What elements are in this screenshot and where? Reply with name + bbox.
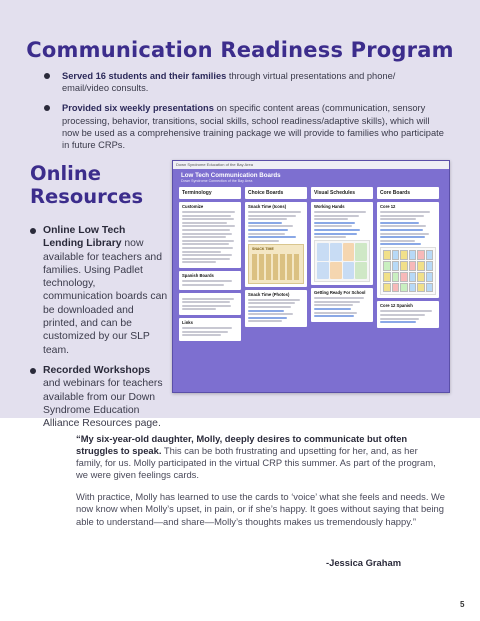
testimonial-quote [76, 433, 446, 538]
quote-bold-lead: “My six-year-old daughter, Molly, deeply desires to communicate but often struggles to speak. [76, 433, 408, 457]
resource-bold: Recorded Workshops [43, 364, 151, 376]
padlet-browser-bar: Down Syndrome Education of the Bay Area [173, 161, 449, 169]
card-text-lines [182, 327, 238, 336]
card-text-lines [248, 299, 304, 323]
heading-line-2: Resources [30, 185, 144, 208]
padlet-screenshot [172, 160, 450, 393]
card-text-lines [248, 211, 304, 242]
online-resources-heading [30, 162, 150, 208]
online-resources-list [30, 224, 168, 437]
snack-time-thumbnail [248, 244, 304, 284]
card-title: Core 12 [380, 204, 396, 209]
padlet-column-visual-schedules [311, 187, 373, 344]
card-text-lines [182, 298, 238, 311]
card-title: Snack Time (Icons) [248, 204, 287, 209]
working-hands-thumbnail [314, 240, 370, 282]
resource-text: now available for teachers and families. Using Padlet technology, communication boards can be downloaded and printed, and can be customized by our SLP team. [43, 238, 168, 356]
padlet-subtitle: Down Syndrome Connection of the Bay Area [181, 179, 253, 183]
highlight-bold: Provided six weekly presentations [62, 103, 214, 114]
card-title: Working Hands [314, 204, 345, 209]
quote-paragraph-2: With practice, Molly has learned to use the cards to ‘voice’ what she feels and needs. We now know when Molly’s upset, in pain, or if she’s happy. It goes without saying that being able to understand—and share—Molly’s thoughts makes us tremendously happy.” [76, 491, 445, 527]
padlet-card [311, 288, 373, 322]
resource-lending-library [30, 224, 168, 357]
column-header: Terminology [179, 187, 241, 199]
highlight-bold: Served 16 students and their families [62, 71, 227, 81]
card-title: Getting Ready For School [314, 290, 366, 296]
padlet-column-terminology [179, 187, 241, 344]
padlet-card [377, 202, 439, 298]
resource-bold: Online Low Tech Lending Library [43, 225, 126, 250]
quote-paragraph-1 [76, 433, 446, 481]
highlight-presentations [44, 102, 444, 151]
padlet-card [245, 290, 307, 327]
page-number: 5 [460, 600, 465, 609]
quote-text: This can be both frustrating and upsetting for her, and, as her family, for us. Molly participated in the virtual CRP this summer. As part of the program, we were given feelings cards. [76, 445, 436, 481]
quote-attribution: -Jessica Graham [326, 557, 402, 568]
card-text-lines [182, 211, 238, 263]
column-header: Choice Boards [245, 187, 307, 199]
resource-text: and webinars for teachers available from our Down Syndrome Education Alliance Resources page. [43, 378, 163, 430]
padlet-header [173, 169, 449, 185]
padlet-card [179, 318, 241, 341]
core-board-thumbnail [380, 247, 436, 295]
padlet-title: Low Tech Communication Boards [181, 172, 281, 179]
card-title: Customize [182, 204, 204, 209]
column-header: Core Boards [377, 187, 439, 199]
card-title: Spanish Boards [182, 272, 214, 278]
padlet-card [311, 202, 373, 285]
heading-line-1: Online [30, 162, 101, 185]
padlet-columns [173, 185, 449, 344]
card-title: Links [182, 320, 193, 326]
card-text-lines [314, 297, 370, 317]
highlight-text: through virtual presentations and phone/ email/video consults. [62, 71, 396, 94]
card-text-lines [314, 211, 370, 238]
card-title: Snack Time (Photos) [248, 291, 290, 297]
padlet-card [377, 301, 439, 327]
program-highlights [44, 70, 444, 159]
thumbnail-label: SNACK TIME [252, 246, 274, 251]
resource-recorded-workshops [30, 364, 168, 430]
column-header: Visual Schedules [311, 187, 373, 199]
card-text-lines [182, 280, 238, 286]
highlight-text: on specific content areas (communication, sensory processing, behavior, transitions, social skills, school readiness/adaptive skills), which will now be used as a comprehensive training package we will provide to families who participate in future CRPs. [62, 103, 444, 151]
card-text-lines [380, 211, 436, 245]
card-text-lines [380, 310, 436, 323]
padlet-card [245, 202, 307, 287]
padlet-card [179, 202, 241, 268]
card-title: Core 12 Spanish [380, 303, 413, 309]
padlet-card [179, 271, 241, 290]
padlet-card [179, 293, 241, 315]
padlet-column-core-boards [377, 187, 439, 344]
padlet-column-choice-boards [245, 187, 307, 344]
highlight-students [44, 70, 444, 94]
page-title: Communication Readiness Program [26, 38, 454, 62]
